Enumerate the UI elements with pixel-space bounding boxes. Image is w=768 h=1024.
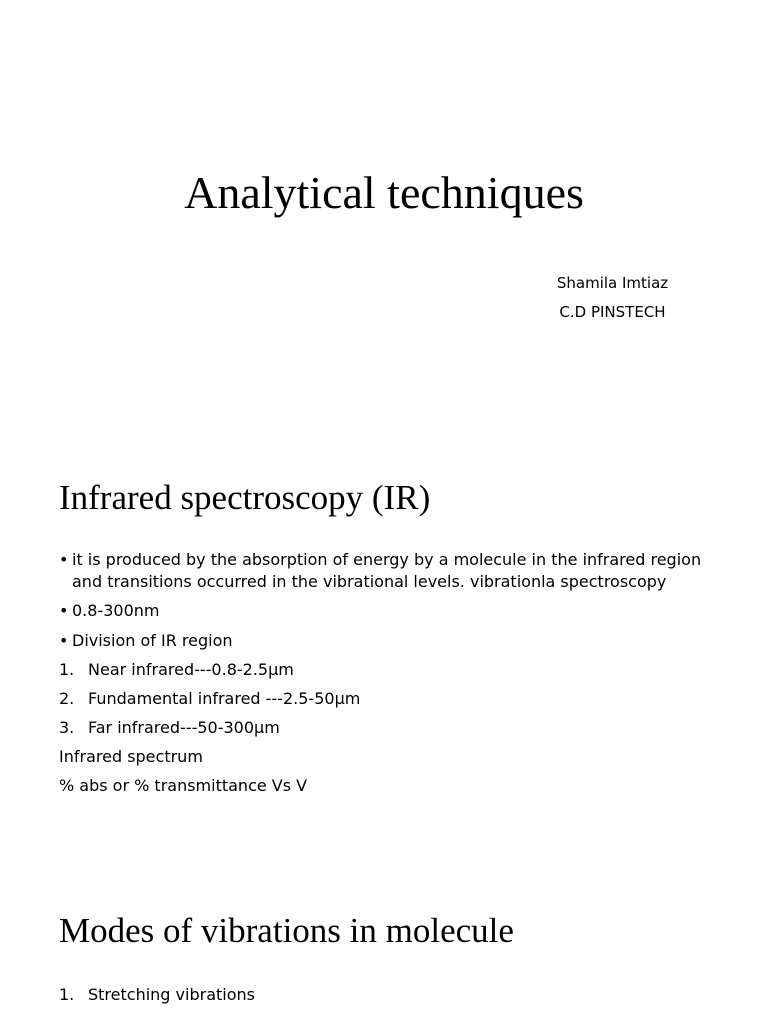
title-slide: [0, 0, 768, 430]
modes-slide: [0, 870, 768, 1024]
list-item-text: Near infrared---0.8-2.5μm: [88, 660, 294, 679]
list-item-text: Fundamental infrared ---2.5-50μm: [88, 689, 361, 708]
bullet-text-continued: and transitions occurred in the vibrational levels. vibrationla spectroscopy: [72, 572, 667, 591]
slide-title: Analytical techniques: [184, 167, 584, 218]
body-line: % abs or % transmittance Vs V: [59, 776, 308, 795]
list-item-text: Stretching vibrations: [88, 985, 255, 1004]
body-line: Infrared spectrum: [59, 747, 203, 766]
bullet-icon: •: [59, 631, 69, 650]
slide-heading: Modes of vibrations in molecule: [59, 911, 514, 950]
ir-slide: [0, 430, 768, 870]
author-organization: C.D PINSTECH: [559, 303, 666, 321]
list-number: 1.: [59, 660, 75, 679]
list-item-text: Far infrared---50-300μm: [88, 718, 280, 737]
bullet-text: Division of IR region: [72, 631, 233, 650]
bullet-icon: •: [59, 601, 69, 620]
bullet-text: 0.8-300nm: [72, 601, 160, 620]
author-name: Shamila Imtiaz: [556, 274, 669, 292]
bullet-text: it is produced by the absorption of energy by a molecule in the infrared region: [72, 550, 702, 569]
list-number: 2.: [59, 689, 75, 708]
bullet-icon: •: [59, 550, 69, 569]
slide-heading: Infrared spectroscopy (IR): [59, 478, 431, 517]
list-number: 1.: [59, 985, 75, 1004]
list-number: 3.: [59, 718, 75, 737]
